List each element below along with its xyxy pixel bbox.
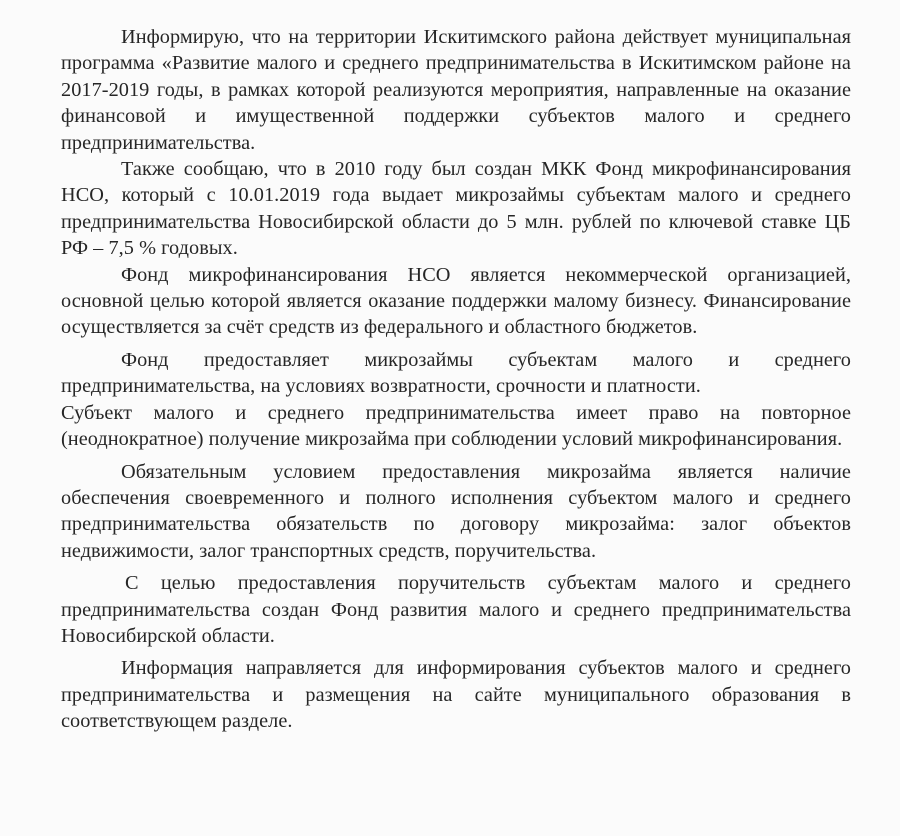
paragraph-repeat-loan: Субъект малого и среднего предпринимательства имеет право на повторное (неоднократное) получение микрозайма при соблюдении условий микрофинансирования. [61,401,851,451]
paragraph-fund-nonprofit: Фонд микрофинансирования НСО является некоммерческой организацией, основной целью которой является оказание поддержки малому бизнесу. Финансирование осуществляется за счёт средств из федерального и областного бюджетов. [61,263,851,339]
letter-body [61,24,851,735]
paragraph-fund-created: Также сообщаю, что в 2010 году был создан МКК Фонд микрофинансирования НСО, который с 10.01.2019 года выдает микрозаймы субъектам малого и среднего предпринимательства Новосибирской области до 5 млн. рублей по ключевой ставке ЦБ РФ – 7,5 % годовых. [61,158,851,260]
paragraph-collateral: Обязательным условием предоставления микрозайма является наличие обеспечения своевременного и полного исполнения субъектом малого и среднего предпринимательства обязательств по договору микрозайма: залог объектов недвижимости, залог транспортных средств, поручительства. [61,460,851,562]
paragraph-guarantee-fund: С целью предоставления поручительств субъектам малого и среднего предпринимательства создан Фонд развития малого и среднего предпринимательства Новосибирской области. [61,572,851,647]
paragraph-information: Информация направляется для информирования субъектов малого и среднего предпринимательства и размещения на сайте муниципального образования в соответствующем разделе. [61,657,851,733]
paragraph-program: Информирую, что на территории Искитимского района действует муниципальная программа «Развитие малого и среднего предпринимательства в Искитимском районе на 2017-2019 годы, в рамках которой реализуются мероприятия, направленные на оказание финансовой и имущественной поддержки субъектов малого и среднего предпринимательства. [61,26,851,154]
paragraph-fund-provides: Фонд предоставляет микрозаймы субъектам малого и среднего предпринимательства, на условиях возвратности, срочности и платности. [61,348,851,398]
